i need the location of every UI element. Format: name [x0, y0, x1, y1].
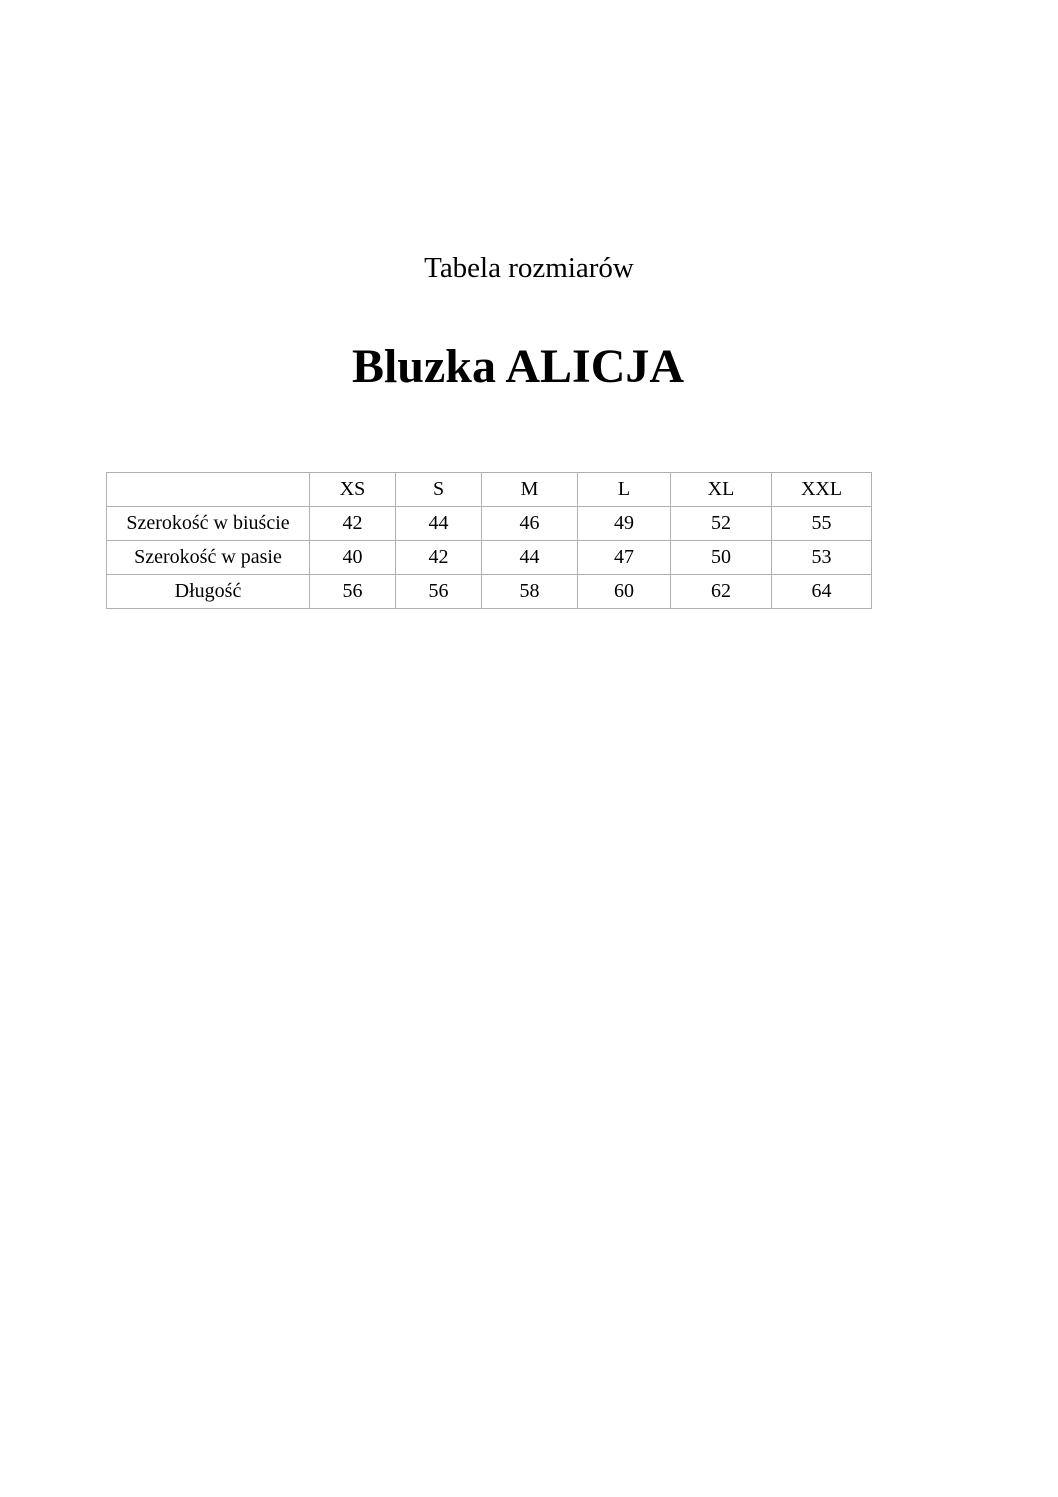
- header-cell-m: M: [482, 473, 578, 507]
- table-cell: 40: [310, 541, 396, 575]
- row-label: Szerokość w pasie: [107, 541, 310, 575]
- size-table: [106, 472, 872, 609]
- table-cell: 46: [482, 507, 578, 541]
- table-cell: 44: [396, 507, 482, 541]
- header-cell-xs: XS: [310, 473, 396, 507]
- header-cell-xxl: XXL: [772, 473, 872, 507]
- table-row: [107, 575, 872, 609]
- table-cell: 52: [671, 507, 772, 541]
- table-cell: 44: [482, 541, 578, 575]
- header-cell-empty: [107, 473, 310, 507]
- table-cell: 56: [396, 575, 482, 609]
- table-cell: 64: [772, 575, 872, 609]
- table-cell: 53: [772, 541, 872, 575]
- table-cell: 56: [310, 575, 396, 609]
- table-cell: 58: [482, 575, 578, 609]
- row-label: Szerokość w biuście: [107, 507, 310, 541]
- table-cell: 47: [578, 541, 671, 575]
- table-cell: 42: [396, 541, 482, 575]
- document-title: Bluzka ALICJA: [351, 340, 685, 393]
- table-cell: 42: [310, 507, 396, 541]
- table-cell: 60: [578, 575, 671, 609]
- table-cell: 62: [671, 575, 772, 609]
- header-cell-s: S: [396, 473, 482, 507]
- table-row: [107, 541, 872, 575]
- header-cell-l: L: [578, 473, 671, 507]
- row-label: Długość: [107, 575, 310, 609]
- header-cell-xl: XL: [671, 473, 772, 507]
- table-header-row: [107, 473, 872, 507]
- table-row: [107, 507, 872, 541]
- table-cell: 55: [772, 507, 872, 541]
- table-cell: 50: [671, 541, 772, 575]
- table-cell: 49: [578, 507, 671, 541]
- document-subtitle: Tabela rozmiarów: [424, 252, 634, 284]
